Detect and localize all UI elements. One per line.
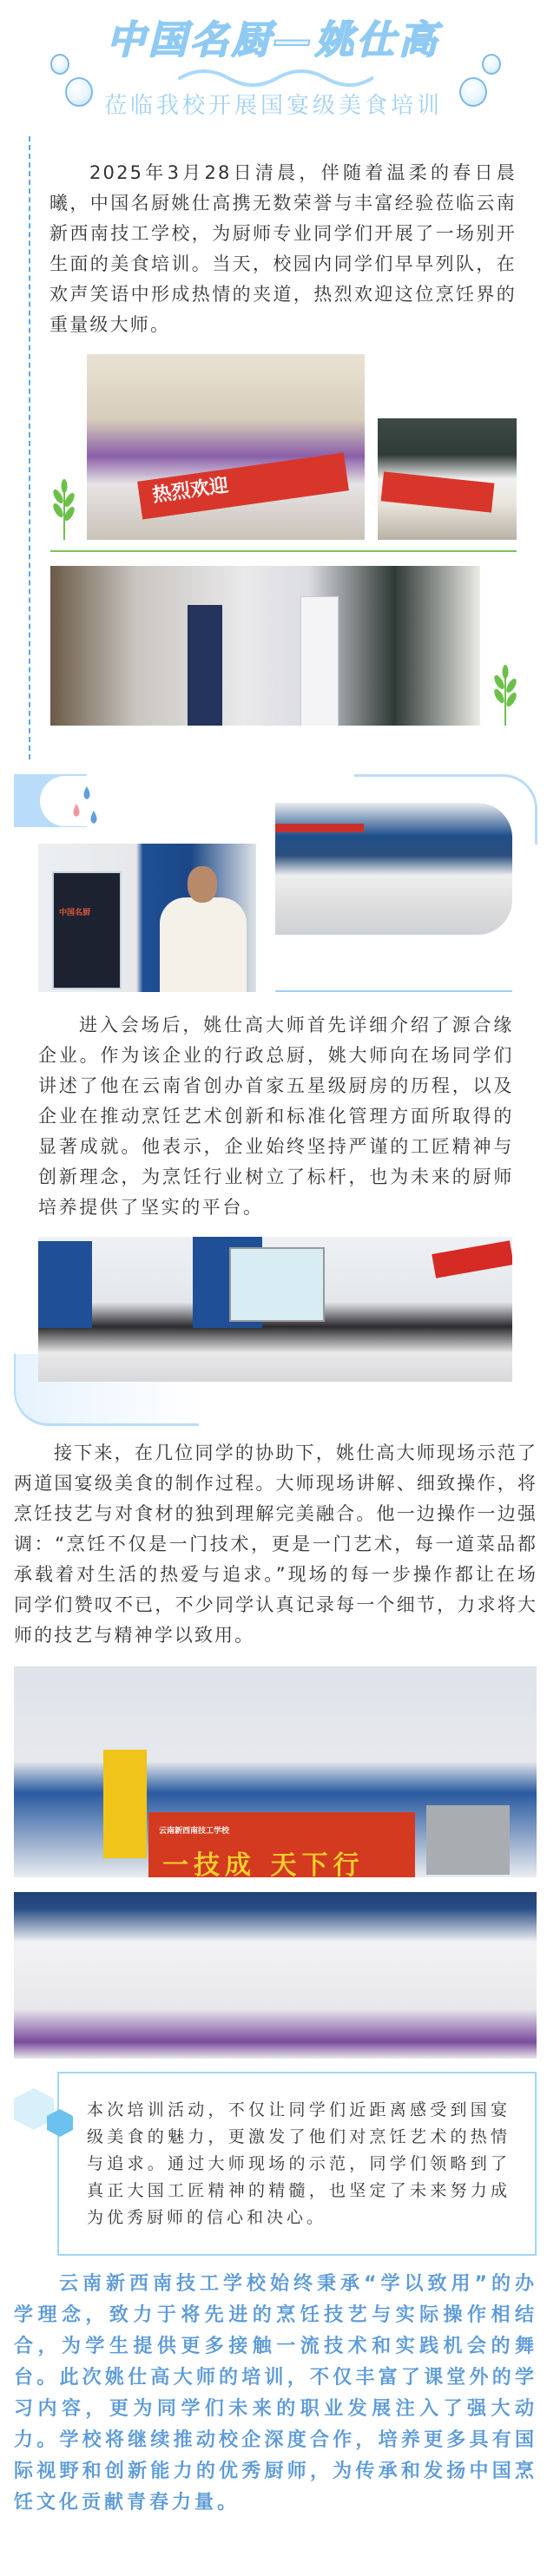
droplets-icon [69,785,101,828]
banner-text: 热烈欢迎 [150,474,230,507]
curtain [38,1241,92,1328]
stove [426,1805,510,1875]
photo-students-listening [14,1892,537,2059]
leaf-icon [493,665,517,726]
red-banner [381,471,495,512]
paragraph-intro: 2025年3月28日清晨，伴随着温柔的春日晨曦，中国名厨姚仕高携无数荣誉与丰富经验莅临云南新西南技工学校，为厨师专业同学们开展了一场别开生面的美食培训。当天，校园内同学们早早列队，在欢声笑语中形成热情的夹道，热烈欢迎这位烹饪界的重量级大师。 [49,162,517,335]
projector-screen [229,1247,325,1322]
red-banner [275,824,364,832]
hexagon-icon [12,2086,75,2140]
photo-audience-hall [275,803,512,935]
chef-apron [103,1750,147,1858]
counter-slogan: 一技成 天下行 [162,1850,365,1877]
photo-welcome-line [87,354,365,540]
photo-master-arrival [50,566,480,726]
poster-label: 中国名厨 [59,909,91,917]
paragraph-company-intro: 进入会场后，姚仕高大师首先详细介绍了源合缘企业。作为该企业的行政总厨，姚大师向在场同学们讲述了他在云南省创办首家五星级厨房的历程，以及企业在推动烹饪艺术创新和标准化管理方面所取得的显著成就。他表示，企业始终坚持严谨的工匠精神与创新理念，为烹饪行业树立了标杆，也为未来的厨师培养提供了坚实的平台。 [38,1015,514,1218]
photo-lecture-hall [38,1237,512,1382]
red-banner [432,1240,512,1278]
page-subtitle: 莅临我校开展国宴级美食培训 [103,93,443,119]
photo-students-banner [378,418,517,540]
master-head [188,866,217,903]
paragraph-summary: 本次培训活动，不仅让同学们近距离感受到国宴级美食的魅力，更激发了他们对烹饪艺术的热情与追求。通过大师现场的示范，同学们领略到了真正大国工匠精神的精髓，也坚定了未来努力成为优秀厨师的信心和决心。 [87,2100,511,2227]
photo-cooking-demo [14,1666,537,1877]
counter-school-label: 云南新西南技工学校 [159,1827,230,1836]
host-figure [300,596,339,726]
dashed-border [29,136,30,759]
paragraph-conclusion: 云南新西南技工学校始终秉承“学以致用”的办学理念，致力于将先进的烹饪技艺与实际操作相结合，为学生提供更多接触一流技术和实践机会的舞台。此次姚仕高大师的培训，不仅丰富了课堂外的学习内容，更为同学们未来的职业发展注入了强大动力。学校将继续推动校企深度合作，培养更多具有国际视野和创新能力的优秀厨师，为传承和发扬中国烹饪文化贡献青春力量。 [14,2273,537,2514]
leaf-icon [50,479,75,540]
page-title: 中国名厨—姚仕高 [107,18,440,62]
wave-divider [178,68,373,87]
poster-stand [52,871,122,989]
master-figure [160,897,247,992]
counter [148,1812,415,1877]
master-figure [188,605,222,726]
paragraph-demonstration: 接下来，在几位同学的协助下，姚仕高大师现场示范了两道国宴级美食的制作过程。大师现场讲解、细致操作，将烹饪技艺与对食材的独到理解完美融合。他一边操作一边强调：“烹饪不仅是一门技术，更是一门艺术，每一道菜品都承载着对生活的热爱与追求。”现场的每一步操作都让在场同学们赞叹不已，不少同学认真记录每一个细节，力求将大师的技艺与精神学以致用。 [14,1442,537,1646]
photo-master-speaking [38,844,256,992]
blue-underline [275,990,512,992]
green-divider [50,550,517,552]
